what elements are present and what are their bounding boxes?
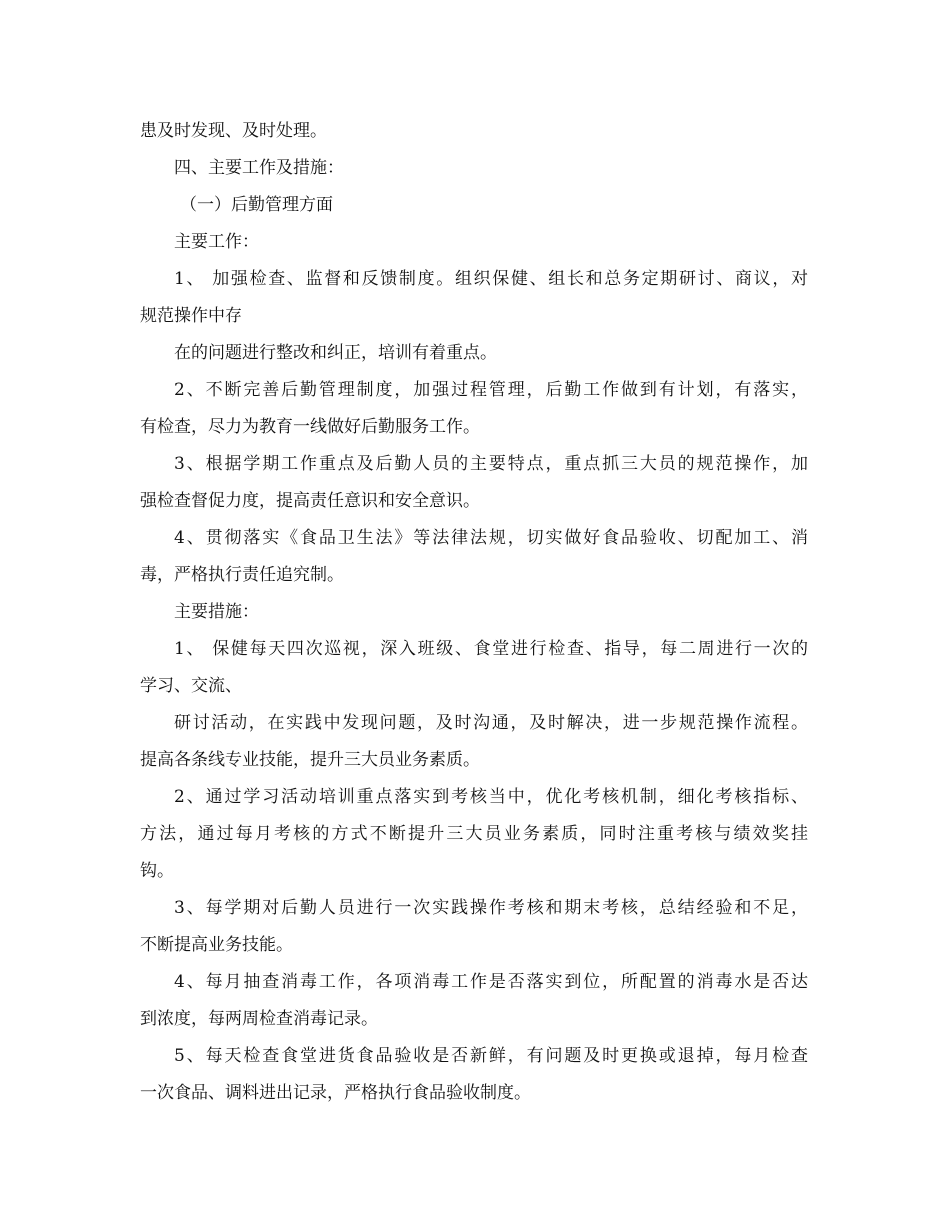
- paragraph-line: 患及时发现、及时处理。: [140, 121, 327, 141]
- paragraph-line: 一次食品、调料进出记录，严格执行食品验收制度。: [140, 1083, 531, 1103]
- paragraph-line: 1、 加强检查、监督和反馈制度。组织保健、组长和总务定期研讨、商议，对: [174, 269, 808, 289]
- paragraph-line: 5、每天检查食堂进货食品验收是否新鲜，有问题及时更换或退掉，每月检查: [174, 1046, 808, 1066]
- paragraph-line: 到浓度，每两周检查消毒记录。: [140, 1009, 378, 1029]
- paragraph-line: 4、贯彻落实《食品卫生法》等法律法规，切实做好食品验收、切配加工、消: [174, 528, 808, 548]
- paragraph-line: 在的问题进行整改和纠正，培训有着重点。: [174, 343, 497, 363]
- paragraph-line: 研讨活动，在实践中发现问题，及时沟通，及时解决，进一步规范操作流程。: [174, 713, 808, 733]
- paragraph-line: 毒，严格执行责任追究制。: [140, 565, 344, 585]
- paragraph-line: 3、根据学期工作重点及后勤人员的主要特点，重点抓三大员的规范操作，加: [174, 454, 808, 474]
- paragraph-line: 规范操作中存: [140, 306, 242, 326]
- subheading-main-measures: 主要措施：: [174, 602, 259, 622]
- paragraph-line: 提高各条线专业技能，提升三大员业务素质。: [140, 750, 480, 770]
- paragraph-line: 1、 保健每天四次巡视，深入班级、食堂进行检查、指导，每二周进行一次的: [174, 639, 808, 659]
- paragraph-line: 不断提高业务技能。: [140, 935, 293, 955]
- section-heading: 四、主要工作及措施：: [174, 158, 344, 178]
- paragraph-line: 3、每学期对后勤人员进行一次实践操作考核和期末考核，总结经验和不足，: [174, 898, 808, 918]
- paragraph-line: 4、每月抽查消毒工作，各项消毒工作是否落实到位，所配置的消毒水是否达: [174, 972, 808, 992]
- paragraph-line: 钩。: [140, 861, 174, 881]
- paragraph-line: 有检查，尽力为教育一线做好后勤服务工作。: [140, 417, 480, 437]
- paragraph-line: 方法，通过每月考核的方式不断提升三大员业务素质，同时注重考核与绩效奖挂: [140, 824, 808, 844]
- paragraph-line: 2、不断完善后勤管理制度，加强过程管理，后勤工作做到有计划，有落实，: [174, 380, 808, 400]
- paragraph-line: 2、通过学习活动培训重点落实到考核当中，优化考核机制，细化考核指标、: [174, 787, 808, 807]
- subheading-main-work: 主要工作：: [174, 232, 259, 252]
- document-body: [140, 113, 808, 1112]
- paragraph-line: 学习、交流、: [140, 676, 242, 696]
- subsection-heading: （一）后勤管理方面: [180, 195, 333, 215]
- paragraph-line: 强检查督促力度，提高责任意识和安全意识。: [140, 491, 480, 511]
